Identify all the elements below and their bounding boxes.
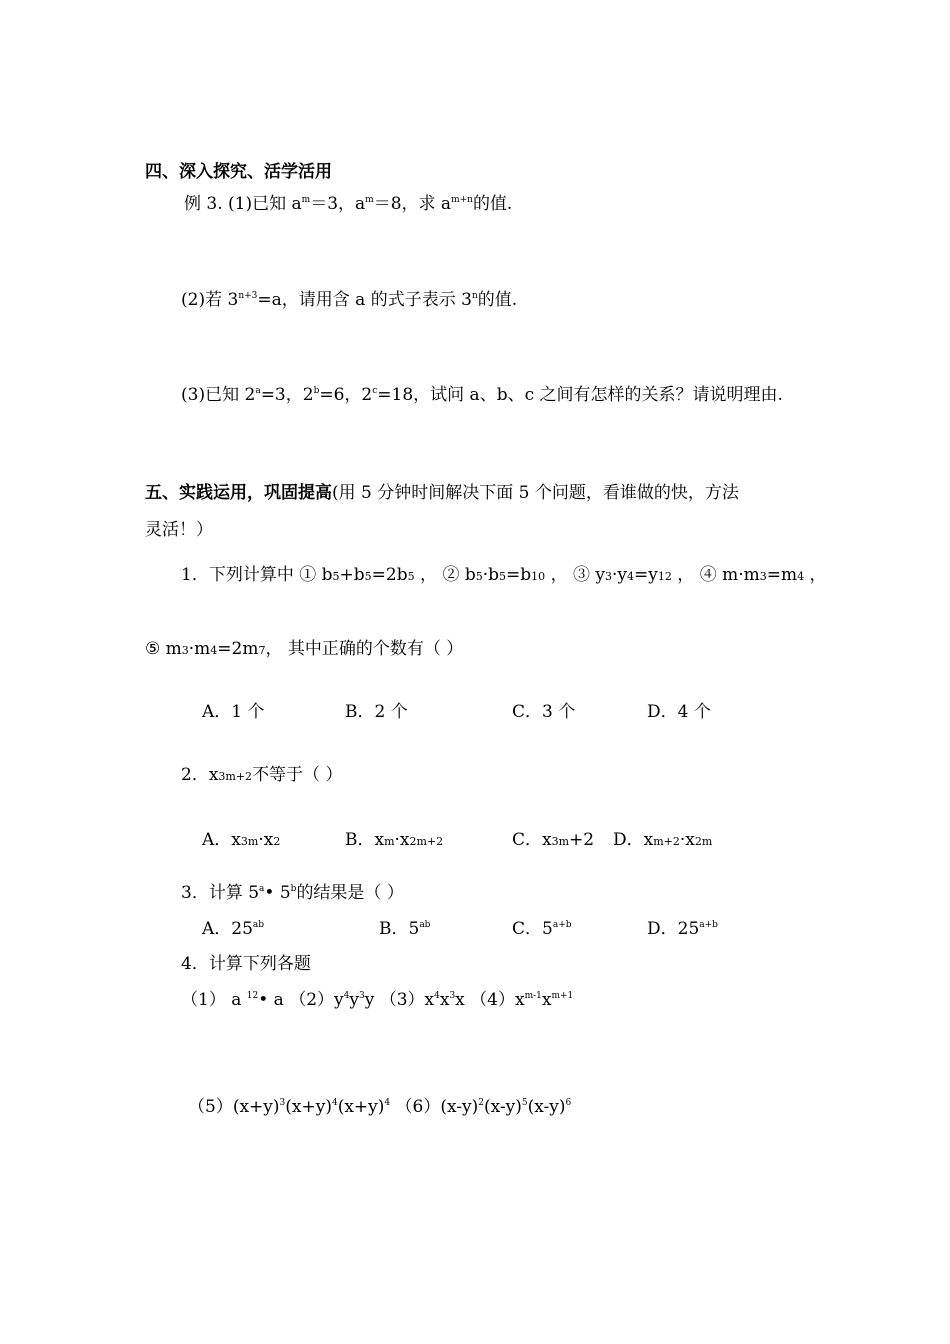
problem1-option-a: A．1 个 xyxy=(202,702,265,722)
section4-heading: 四、深入探究、活学活用 xyxy=(145,162,332,182)
problem3-option-c: C．$5^{a+b}$ xyxy=(512,919,572,939)
problem2-option-d: D．xm+2·x2m xyxy=(613,830,713,850)
problem2-option-b: B．xm·x2m+2 xyxy=(345,830,444,850)
example3-part3: (3)已知 $2^a=3$，$2^b=6$，$2^c=18$，试问 a、b、c 之间有怎样的关系？请说明理由. xyxy=(181,385,783,405)
section5-heading: 五、实践运用，巩固提高(用 5 分钟时间解决下面 5 个问题，看谁做的快，方法 xyxy=(145,483,739,503)
section5-heading-line2: 灵活！） xyxy=(145,520,213,540)
problem2-stem: 2．x3m+2不等于（ ） xyxy=(181,765,343,785)
problem3-option-b: B．$5^{ab}$ xyxy=(379,919,431,939)
problem3-option-d: D．$25^{a+b}$ xyxy=(647,919,718,939)
example3-part1: 例 3. (1)已知 $a^m=3$，$a^m=8$，求 $a^{m+n}$的值. xyxy=(184,194,513,214)
problem2-option-c: C．x3m+2 xyxy=(512,830,595,850)
problem1-line1: 1．下列计算中 ① b5+b5=2b5 ， ② b5·b5=b10 ， ③ y3·y4=y12 ， ④ m·m3=m4 ， xyxy=(181,565,827,585)
problem1-line2: ⑤ m3·m4=2m7， 其中正确的个数有（ ） xyxy=(145,639,464,659)
problem4-stem: 4．计算下列各题 xyxy=(181,954,311,974)
problem3-stem: 3．计算 5$^a$• 5$^b$的结果是（ ） xyxy=(181,883,404,903)
problem4-row2: $(5)(x+y)^3(x+y)^4(x+y)^4$ $(6)(x-y)^2(x-y)^5(x-y)^6$ xyxy=(188,1097,572,1117)
example3-part2: (2)若 $3^{n+3}=a$，请用含 a 的式子表示 3$^n$的值. xyxy=(181,290,518,310)
problem2-option-a: A．x3m·x2 xyxy=(202,830,281,850)
problem1-option-c: C．3 个 xyxy=(512,702,576,722)
problem3-option-a: A．$25^{ab}$ xyxy=(202,919,265,939)
problem1-option-b: B．2 个 xyxy=(345,702,408,722)
problem1-option-d: D．4 个 xyxy=(647,702,711,722)
problem4-row1: （1） a $^{12}$• a $(2)y^4y^3y$ $(3)x^4x^3x$ $(4)x^{m-1}x^{m+1}$ xyxy=(181,990,574,1010)
